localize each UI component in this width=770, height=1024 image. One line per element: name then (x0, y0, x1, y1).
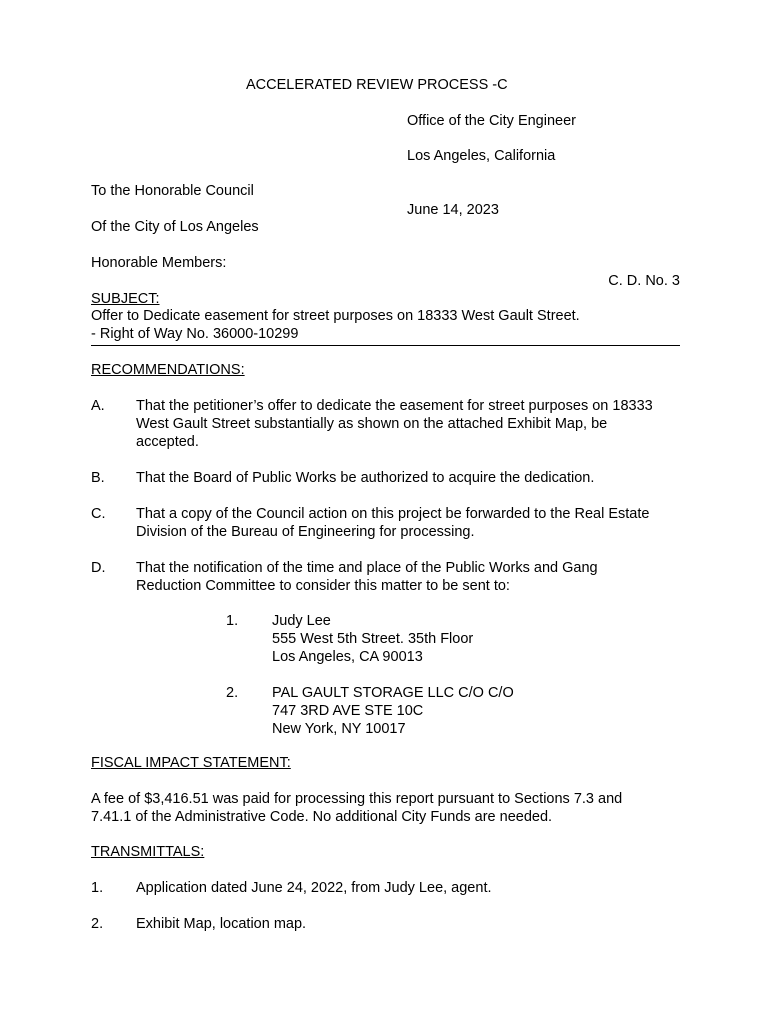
transmittal-text: Application dated June 24, 2022, from Judy Lee, agent. (136, 880, 492, 896)
office-name: Office of the City Engineer (407, 113, 576, 129)
recipient-address: Judy Lee 555 West 5th Street. 35th Floor Los Angeles, CA 90013 (272, 613, 474, 665)
document-date: June 14, 2023 (407, 202, 499, 218)
fiscal-heading: FISCAL IMPACT STATEMENT: (91, 755, 291, 771)
recommendation-text: That the notification of the time and place of the Public Works and Gang Reduction Committee to consider this matter to be sent to: (136, 560, 598, 594)
office-location: Los Angeles, California (407, 148, 556, 164)
subject-line-1: Offer to Dedicate easement for street purposes on 18333 West Gault Street. (91, 308, 580, 324)
recipient-number: 1. (226, 613, 239, 629)
recommendations-heading: RECOMMENDATIONS: (91, 362, 245, 378)
recommendation-text: That the petitioner’s offer to dedicate the easement for street purposes on 18333 West Gault Street substantially as shown on the attached Exhibit Map, be accepted. (136, 398, 653, 450)
fiscal-line-1: A fee of $3,416.51 was paid for processing this report pursuant to Sections 7.3 and (91, 791, 623, 807)
recipient-number: 2. (226, 685, 239, 701)
document-title: ACCELERATED REVIEW PROCESS -C (246, 77, 508, 93)
transmittal-number: 1. (91, 880, 104, 896)
transmittal-number: 2. (91, 916, 104, 932)
recommendation-letter: A. (91, 398, 105, 414)
subject-divider (91, 345, 680, 346)
salutation-line-3: Honorable Members: (91, 255, 227, 271)
recommendation-letter: C. (91, 506, 106, 522)
recipient-address: PAL GAULT STORAGE LLC C/O C/O 747 3RD AVE STE 10C New York, NY 10017 (272, 685, 514, 737)
recommendation-letter: D. (91, 560, 106, 576)
fiscal-line-2: 7.41.1 of the Administrative Code. No additional City Funds are needed. (91, 809, 553, 825)
subject-heading: SUBJECT: (91, 291, 160, 307)
transmittal-text: Exhibit Map, location map. (136, 916, 307, 932)
transmittals-heading: TRANSMITTALS: (91, 844, 205, 860)
recommendation-letter: B. (91, 470, 105, 486)
subject-line-2: - Right of Way No. 36000-10299 (91, 326, 299, 342)
recommendation-text: That the Board of Public Works be authorized to acquire the dedication. (136, 470, 595, 486)
recommendation-text: That a copy of the Council action on this project be forwarded to the Real Estate Division of the Bureau of Engineering for processing. (136, 506, 650, 540)
council-district: C. D. No. 3 (608, 273, 680, 289)
salutation-line-1: To the Honorable Council (91, 183, 254, 199)
salutation-line-2: Of the City of Los Angeles (91, 219, 259, 235)
